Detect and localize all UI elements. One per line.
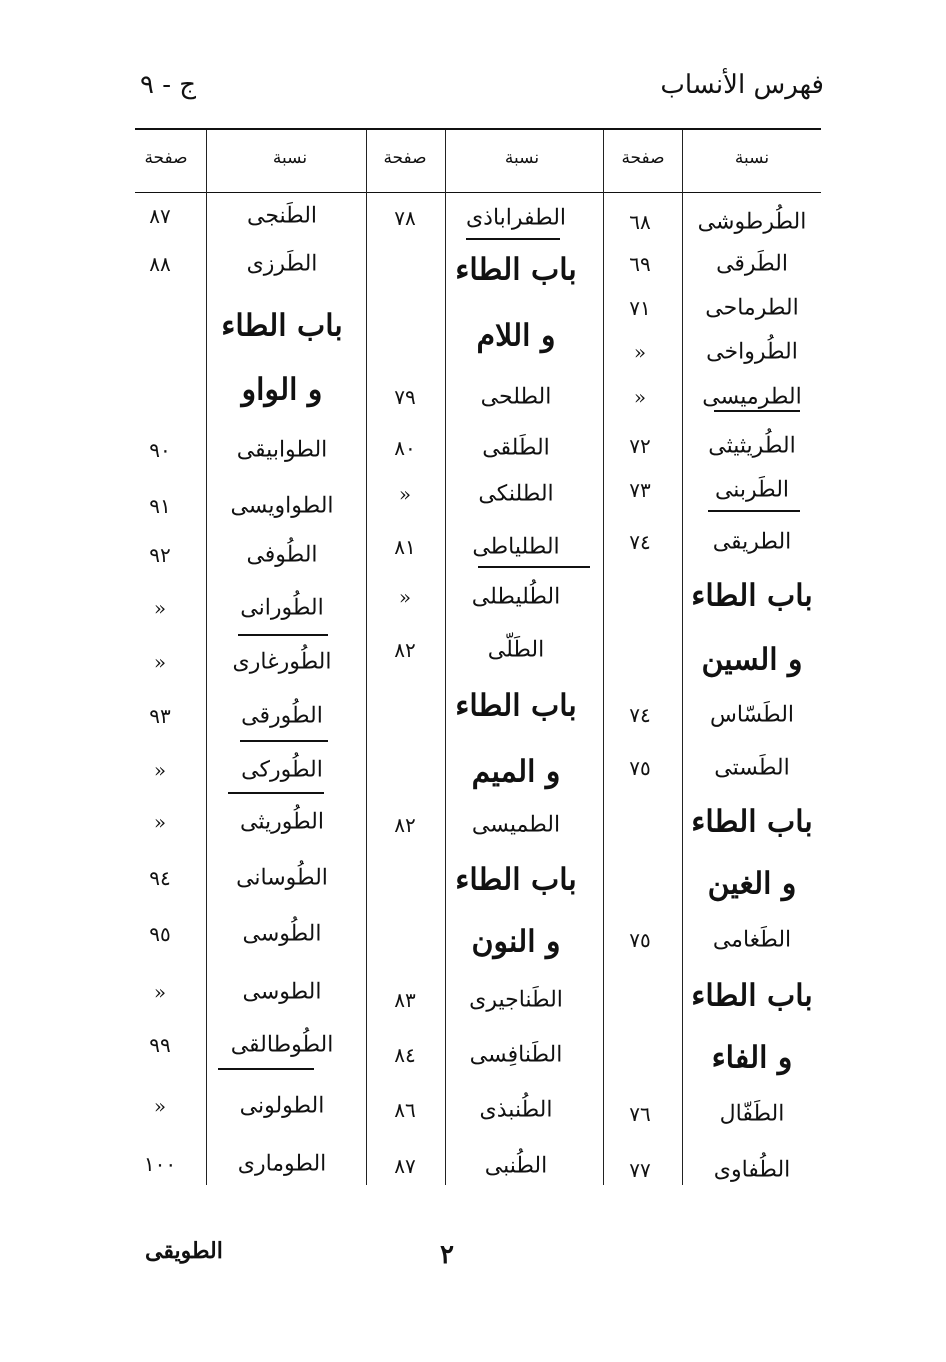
page-number-entry: ٨٨ [149,252,171,276]
page-number-entry: » [153,650,167,674]
page-number-entry: ١٠٠ [143,1152,177,1176]
page-number-entry: ٩٤ [149,866,171,890]
column-divider [206,130,207,1185]
page-number-entry: ٩٠ [149,438,171,462]
page-number-entry: » [153,596,167,620]
nisba-entry: الطَفّال [719,1101,785,1127]
page-number-entry: ٧١ [629,296,651,320]
nisba-entry: الطميسى [471,812,561,838]
nisba-entry: الطَلقى [482,435,550,461]
column-header-page: صفحة [144,148,188,168]
nisba-entry: الطولونى [239,1093,325,1119]
nisba-entry: الطلياطى [472,534,560,560]
section-heading: و اللام [476,318,556,354]
nisba-entry: الطرماحى [705,295,799,321]
nisba-entry: الطلنكى [478,481,554,507]
nisba-entry: الطُفاوى [713,1157,791,1183]
nisba-entry: الطُورغارى [232,649,332,675]
nisba-entry: الطُوريثى [240,809,324,835]
nisba-entry: الطُورانى [240,595,324,621]
column-header-nisba: نسبة [272,148,308,168]
page-number: ٢ [440,1240,454,1270]
section-heading: و الواو [241,372,323,408]
column-divider [603,130,604,1185]
nisba-entry: الطَرقى [716,251,788,277]
section-heading: و السين [701,642,803,678]
nisba-entry: الطَغامى [712,927,792,953]
nisba-entry: الطواويسى [230,493,334,519]
column-divider [445,130,446,1185]
page-number-entry: ٧٩ [394,385,416,409]
nisba-entry: الطُنبى [484,1153,548,1179]
underline [466,238,560,240]
nisba-entry: الطريقى [712,529,792,555]
nisba-entry: الطوابيقى [236,437,328,463]
page-header-title: فهرس الأنساب [660,70,824,100]
nisba-entry: الطَناجيرى [469,987,563,1013]
page-number-entry: » [633,340,647,364]
nisba-entry: الطومارى [237,1151,327,1177]
section-heading: و الفاء [711,1040,793,1076]
page-number-entry: » [633,385,647,409]
section-heading: باب الطاء [691,804,813,840]
page-number-entry: ٧٦ [629,1102,651,1126]
page-number-entry: » [153,758,167,782]
page-number-entry: ٧٧ [629,1158,651,1182]
page-number-entry: ٩٩ [149,1033,171,1057]
nisba-entry: الطفراباذى [465,205,567,231]
section-heading: باب الطاء [455,862,577,898]
page-number-entry: ٨٤ [394,1043,416,1067]
section-heading: و الميم [471,754,561,790]
page-number-entry: » [398,585,412,609]
page-number-entry: » [153,1094,167,1118]
page-number-entry: ٦٩ [629,252,651,276]
nisba-entry: الطُريثيثى [708,433,796,459]
page-number-entry: ٦٨ [629,210,651,234]
nisba-entry: الطُرطوشى [697,209,807,235]
page-number-entry: ٨٦ [394,1098,416,1122]
nisba-entry: الطَنافِسى [469,1042,563,1068]
section-heading: باب الطاء [221,308,343,344]
page-number-entry: ٨٢ [394,638,416,662]
page-number-entry: ٧٨ [394,206,416,230]
nisba-entry: الطُورقى [241,703,323,729]
section-heading: باب الطاء [691,978,813,1014]
nisba-entry: الطُرواخى [706,339,798,365]
page-number-entry: ٨٣ [394,988,416,1012]
nisba-entry: الطُوفى [246,542,318,568]
top-rule [135,128,821,130]
column-header-page: صفحة [621,148,665,168]
section-heading: باب الطاء [691,578,813,614]
nisba-entry: الطُليطلى [471,584,561,610]
nisba-entry: الطُنبذى [479,1097,553,1123]
nisba-entry: الطَنجى [246,203,318,229]
underline [478,566,590,568]
page-number-entry: ٩١ [149,494,171,518]
page-number-entry: ٩٢ [149,543,171,567]
column-divider [366,130,367,1185]
column-header-nisba: نسبة [504,148,540,168]
column-header-nisba: نسبة [734,148,770,168]
column-divider [682,130,683,1185]
header-rule [135,192,821,193]
underline [218,1068,314,1070]
underline [238,634,328,636]
page-number-entry: » [153,980,167,1004]
page-number-entry: ٧٥ [629,928,651,952]
page-number-entry: ٧٥ [629,756,651,780]
page-number-entry: ٧٢ [629,434,651,458]
section-heading: باب الطاء [455,252,577,288]
catchword: الطويقى [145,1238,223,1264]
page-number-entry: ٨٢ [394,813,416,837]
page-number-entry: ٩٥ [149,922,171,946]
section-heading: و النون [471,924,561,960]
nisba-entry: الطَسّاس [709,702,795,728]
nisba-entry: الطَلّى [487,637,545,663]
page-number-entry: ٩٣ [149,704,171,728]
page-number-entry: ٧٤ [629,703,651,727]
page-number-entry: ٨١ [394,535,416,559]
page-header-part: ج - ٩ [140,70,197,100]
underline [240,740,328,742]
nisba-entry: الطَستى [714,755,790,781]
column-header-page: صفحة [383,148,427,168]
page-number-entry: » [398,482,412,506]
nisba-entry: الطوسى [242,979,322,1005]
underline [714,410,800,412]
nisba-entry: الطُوسى [242,921,322,947]
nisba-entry: الطرميسى [702,384,802,410]
page-number-entry: ٨٧ [149,204,171,228]
page-number-entry: ٧٤ [629,530,651,554]
page-number-entry: ٨٠ [394,436,416,460]
underline [228,792,324,794]
nisba-entry: الطلحى [480,384,552,410]
page-number-entry: » [153,810,167,834]
nisba-entry: الطَربنى [714,477,790,503]
page-number-entry: ٧٣ [629,478,651,502]
underline [708,510,800,512]
nisba-entry: الطُوركى [241,757,323,783]
page-number-entry: ٨٧ [394,1154,416,1178]
section-heading: باب الطاء [455,688,577,724]
nisba-entry: الطُوطالقى [230,1032,334,1058]
section-heading: و الغين [707,866,797,902]
nisba-entry: الطَرزى [246,251,318,277]
nisba-entry: الطُوسانى [236,865,328,891]
